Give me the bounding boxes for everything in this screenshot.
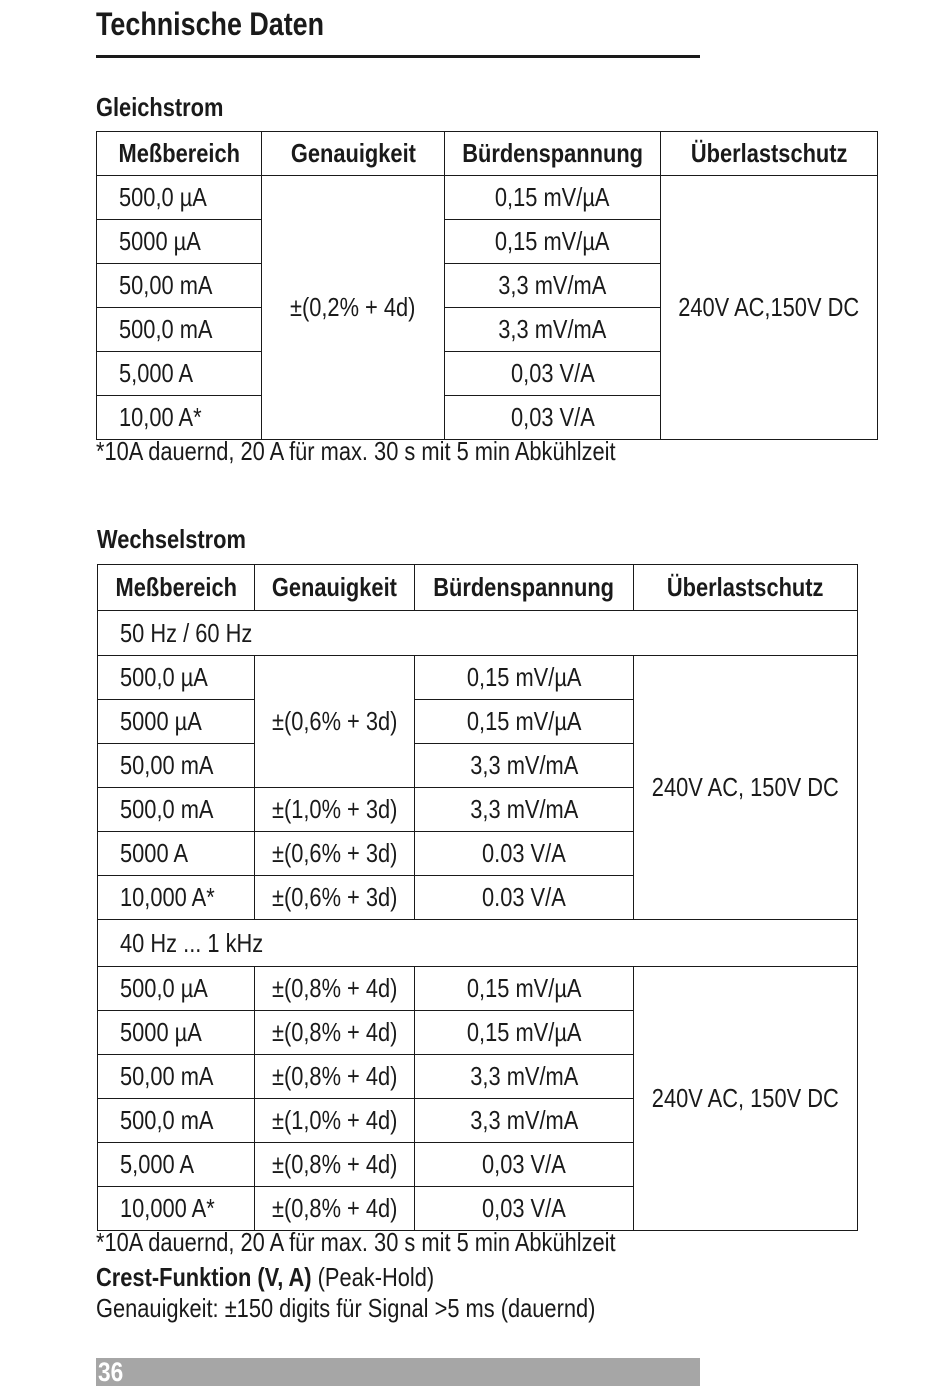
dc-header-burden: Bürdenspannung xyxy=(445,132,661,176)
accuracy-cell: ±(0,6% + 3d) xyxy=(255,876,415,920)
burden-cell: 0,15 mV/µA xyxy=(415,1011,634,1055)
accuracy-cell: ±(0,8% + 4d) xyxy=(255,1011,415,1055)
ac-group2-protection-cell: 240V AC, 150V DC xyxy=(634,967,858,1231)
range-cell: 5,000 A xyxy=(98,1143,255,1187)
ac-header-range: Meßbereich xyxy=(98,565,255,611)
burden-cell: 3,3 mV/mA xyxy=(445,264,661,308)
ac-header-protection: Überlastschutz xyxy=(634,565,858,611)
crest-label: Crest-Funktion (V, A) xyxy=(96,1262,312,1292)
frequency-group-row xyxy=(98,611,858,656)
burden-cell: 0,15 mV/µA xyxy=(415,656,634,700)
table-row xyxy=(98,967,858,1011)
accuracy-cell: ±(0,6% + 3d) xyxy=(255,832,415,876)
ac-group1-protection-cell: 240V AC, 150V DC xyxy=(634,656,858,920)
page-number: 36 xyxy=(98,1357,124,1387)
crest-suffix: (Peak-Hold) xyxy=(311,1262,435,1292)
ac-header-burden: Bürdenspannung xyxy=(415,565,634,611)
burden-cell: 0,15 mV/µA xyxy=(415,967,634,1011)
burden-cell: 0,03 V/A xyxy=(415,1143,634,1187)
ac-header-row xyxy=(98,565,858,611)
burden-cell: 3,3 mV/mA xyxy=(415,744,634,788)
burden-cell: 0,15 mV/µA xyxy=(415,700,634,744)
burden-cell: 3,3 mV/mA xyxy=(415,1055,634,1099)
accuracy-cell: ±(0,8% + 4d) xyxy=(255,967,415,1011)
dc-table xyxy=(96,131,878,440)
dc-protection-cell: 240V AC,150V DC xyxy=(661,176,877,440)
burden-cell: 0.03 V/A xyxy=(415,876,634,920)
accuracy-cell: ±(0,8% + 4d) xyxy=(255,1055,415,1099)
table-row xyxy=(97,176,878,220)
burden-cell: 3,3 mV/mA xyxy=(415,1099,634,1143)
dc-accuracy-cell: ±(0,2% + 4d) xyxy=(262,176,445,440)
frequency-group-label: 50 Hz / 60 Hz xyxy=(98,611,858,656)
range-cell: 50,00 mA xyxy=(98,744,255,788)
range-cell: 5000 A xyxy=(98,832,255,876)
burden-cell: 3,3 mV/mA xyxy=(415,788,634,832)
range-cell: 5,000 A xyxy=(97,352,262,396)
range-cell: 500,0 mA xyxy=(98,1099,255,1143)
burden-cell: 0,03 V/A xyxy=(415,1187,634,1231)
burden-cell: 3,3 mV/mA xyxy=(445,308,661,352)
range-cell: 50,00 mA xyxy=(98,1055,255,1099)
burden-cell: 0,15 mV/µA xyxy=(445,220,661,264)
table-row xyxy=(98,656,858,700)
range-cell: 500,0 µA xyxy=(98,967,255,1011)
title-rule xyxy=(96,55,700,58)
dc-header-range: Meßbereich xyxy=(97,132,262,176)
accuracy-cell: ±(0,8% + 4d) xyxy=(255,1187,415,1231)
range-cell: 5000 µA xyxy=(97,220,262,264)
ac-heading: Wechselstrom xyxy=(97,524,246,554)
ac-header-accuracy: Genauigkeit xyxy=(255,565,415,611)
range-cell: 5000 µA xyxy=(98,1011,255,1055)
burden-cell: 0,03 V/A xyxy=(445,352,661,396)
range-cell: 5000 µA xyxy=(98,700,255,744)
dc-heading: Gleichstrom xyxy=(96,92,224,122)
range-cell: 500,0 µA xyxy=(98,656,255,700)
range-cell: 500,0 µA xyxy=(97,176,262,220)
frequency-group-row xyxy=(98,920,858,967)
dc-footnote: *10A dauernd, 20 A für max. 30 s mit 5 min Abkühlzeit xyxy=(96,436,616,466)
accuracy-cell: ±(1,0% + 3d) xyxy=(255,788,415,832)
accuracy-cell: ±(0,8% + 4d) xyxy=(255,1143,415,1187)
frequency-group-label: 40 Hz ... 1 kHz xyxy=(98,920,858,967)
burden-cell: 0.03 V/A xyxy=(415,832,634,876)
accuracy-cell: ±(1,0% + 4d) xyxy=(255,1099,415,1143)
range-cell: 10,00 A* xyxy=(97,396,262,440)
crest-line xyxy=(96,1262,499,1293)
burden-cell: 0,15 mV/µA xyxy=(445,176,661,220)
crest-accuracy: Genauigkeit: ±150 digits für Signal >5 ms (dauernd) xyxy=(96,1293,596,1323)
dc-header-row xyxy=(97,132,878,176)
range-cell: 500,0 mA xyxy=(98,788,255,832)
ac-table xyxy=(97,564,858,1231)
range-cell: 500,0 mA xyxy=(97,308,262,352)
range-cell: 50,00 mA xyxy=(97,264,262,308)
dc-header-accuracy: Genauigkeit xyxy=(262,132,445,176)
range-cell: 10,000 A* xyxy=(98,1187,255,1231)
ac-footnote: *10A dauernd, 20 A für max. 30 s mit 5 min Abkühlzeit xyxy=(96,1227,616,1257)
burden-cell: 0,03 V/A xyxy=(445,396,661,440)
footer-bar xyxy=(96,1358,700,1386)
range-cell: 10,000 A* xyxy=(98,876,255,920)
ac-merged-accuracy-cell: ±(0,6% + 3d) xyxy=(255,656,415,788)
page-title: Technische Daten xyxy=(96,6,325,42)
dc-header-protection: Überlastschutz xyxy=(661,132,877,176)
